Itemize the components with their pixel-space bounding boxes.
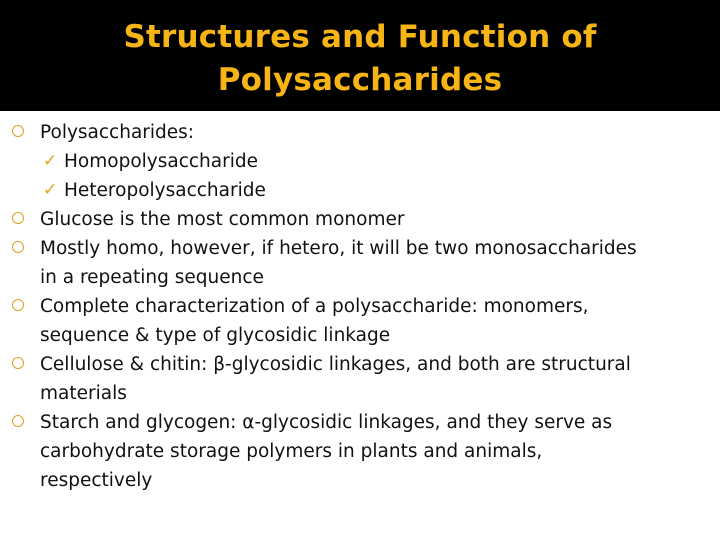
- checkmark-icon: ✓: [43, 180, 58, 200]
- circle-bullet-icon: [12, 212, 24, 224]
- bullet-text-line: respectively: [40, 470, 153, 491]
- bullet-text-line: in a repeating sequence: [40, 267, 264, 288]
- bullet-text-line: carbohydrate storage polymers in plants and animals,: [40, 441, 543, 462]
- circle-bullet-icon: [12, 415, 24, 427]
- bullet-text-line: Mostly homo, however, if hetero, it will be two monosaccharides: [40, 238, 637, 259]
- bullet-text-line: materials: [40, 383, 127, 404]
- bullet-list: [0, 118, 720, 495]
- bullet-text-line: Cellulose & chitin: β-glycosidic linkages, and both are structural: [40, 354, 631, 375]
- slide-title-line-1: Structures and Function of: [123, 19, 597, 55]
- bullet-item-characterization: [0, 292, 720, 350]
- bullet-text: Glucose is the most common monomer: [40, 209, 405, 230]
- bullet-item-homo-hetero: [0, 234, 720, 292]
- bullet-text-line: Complete characterization of a polysaccharide: monomers,: [40, 296, 589, 317]
- slide-title-line-2: Polysaccharides: [217, 62, 503, 98]
- slide-title: [0, 16, 720, 102]
- bullet-text-line: sequence & type of glycosidic linkage: [40, 325, 391, 346]
- bullet-text: Polysaccharides:: [40, 122, 195, 143]
- bullet-item-starch-glycogen: [0, 408, 720, 495]
- bullet-item-polysaccharides: [0, 118, 720, 147]
- bullet-item-glucose: [0, 205, 720, 234]
- checkmark-icon: ✓: [43, 151, 58, 171]
- circle-bullet-icon: [12, 299, 24, 311]
- sub-bullet-text: Homopolysaccharide: [64, 151, 258, 172]
- sub-bullet-heteropolysaccharide: [0, 176, 720, 205]
- bullet-text-line: Starch and glycogen: α-glycosidic linkages, and they serve as: [40, 412, 613, 433]
- bullet-item-cellulose-chitin: [0, 350, 720, 408]
- sub-bullet-homopolysaccharide: [0, 147, 720, 176]
- sub-bullet-text: Heteropolysaccharide: [64, 180, 266, 201]
- circle-bullet-icon: [12, 241, 24, 253]
- circle-bullet-icon: [12, 125, 24, 137]
- circle-bullet-icon: [12, 357, 24, 369]
